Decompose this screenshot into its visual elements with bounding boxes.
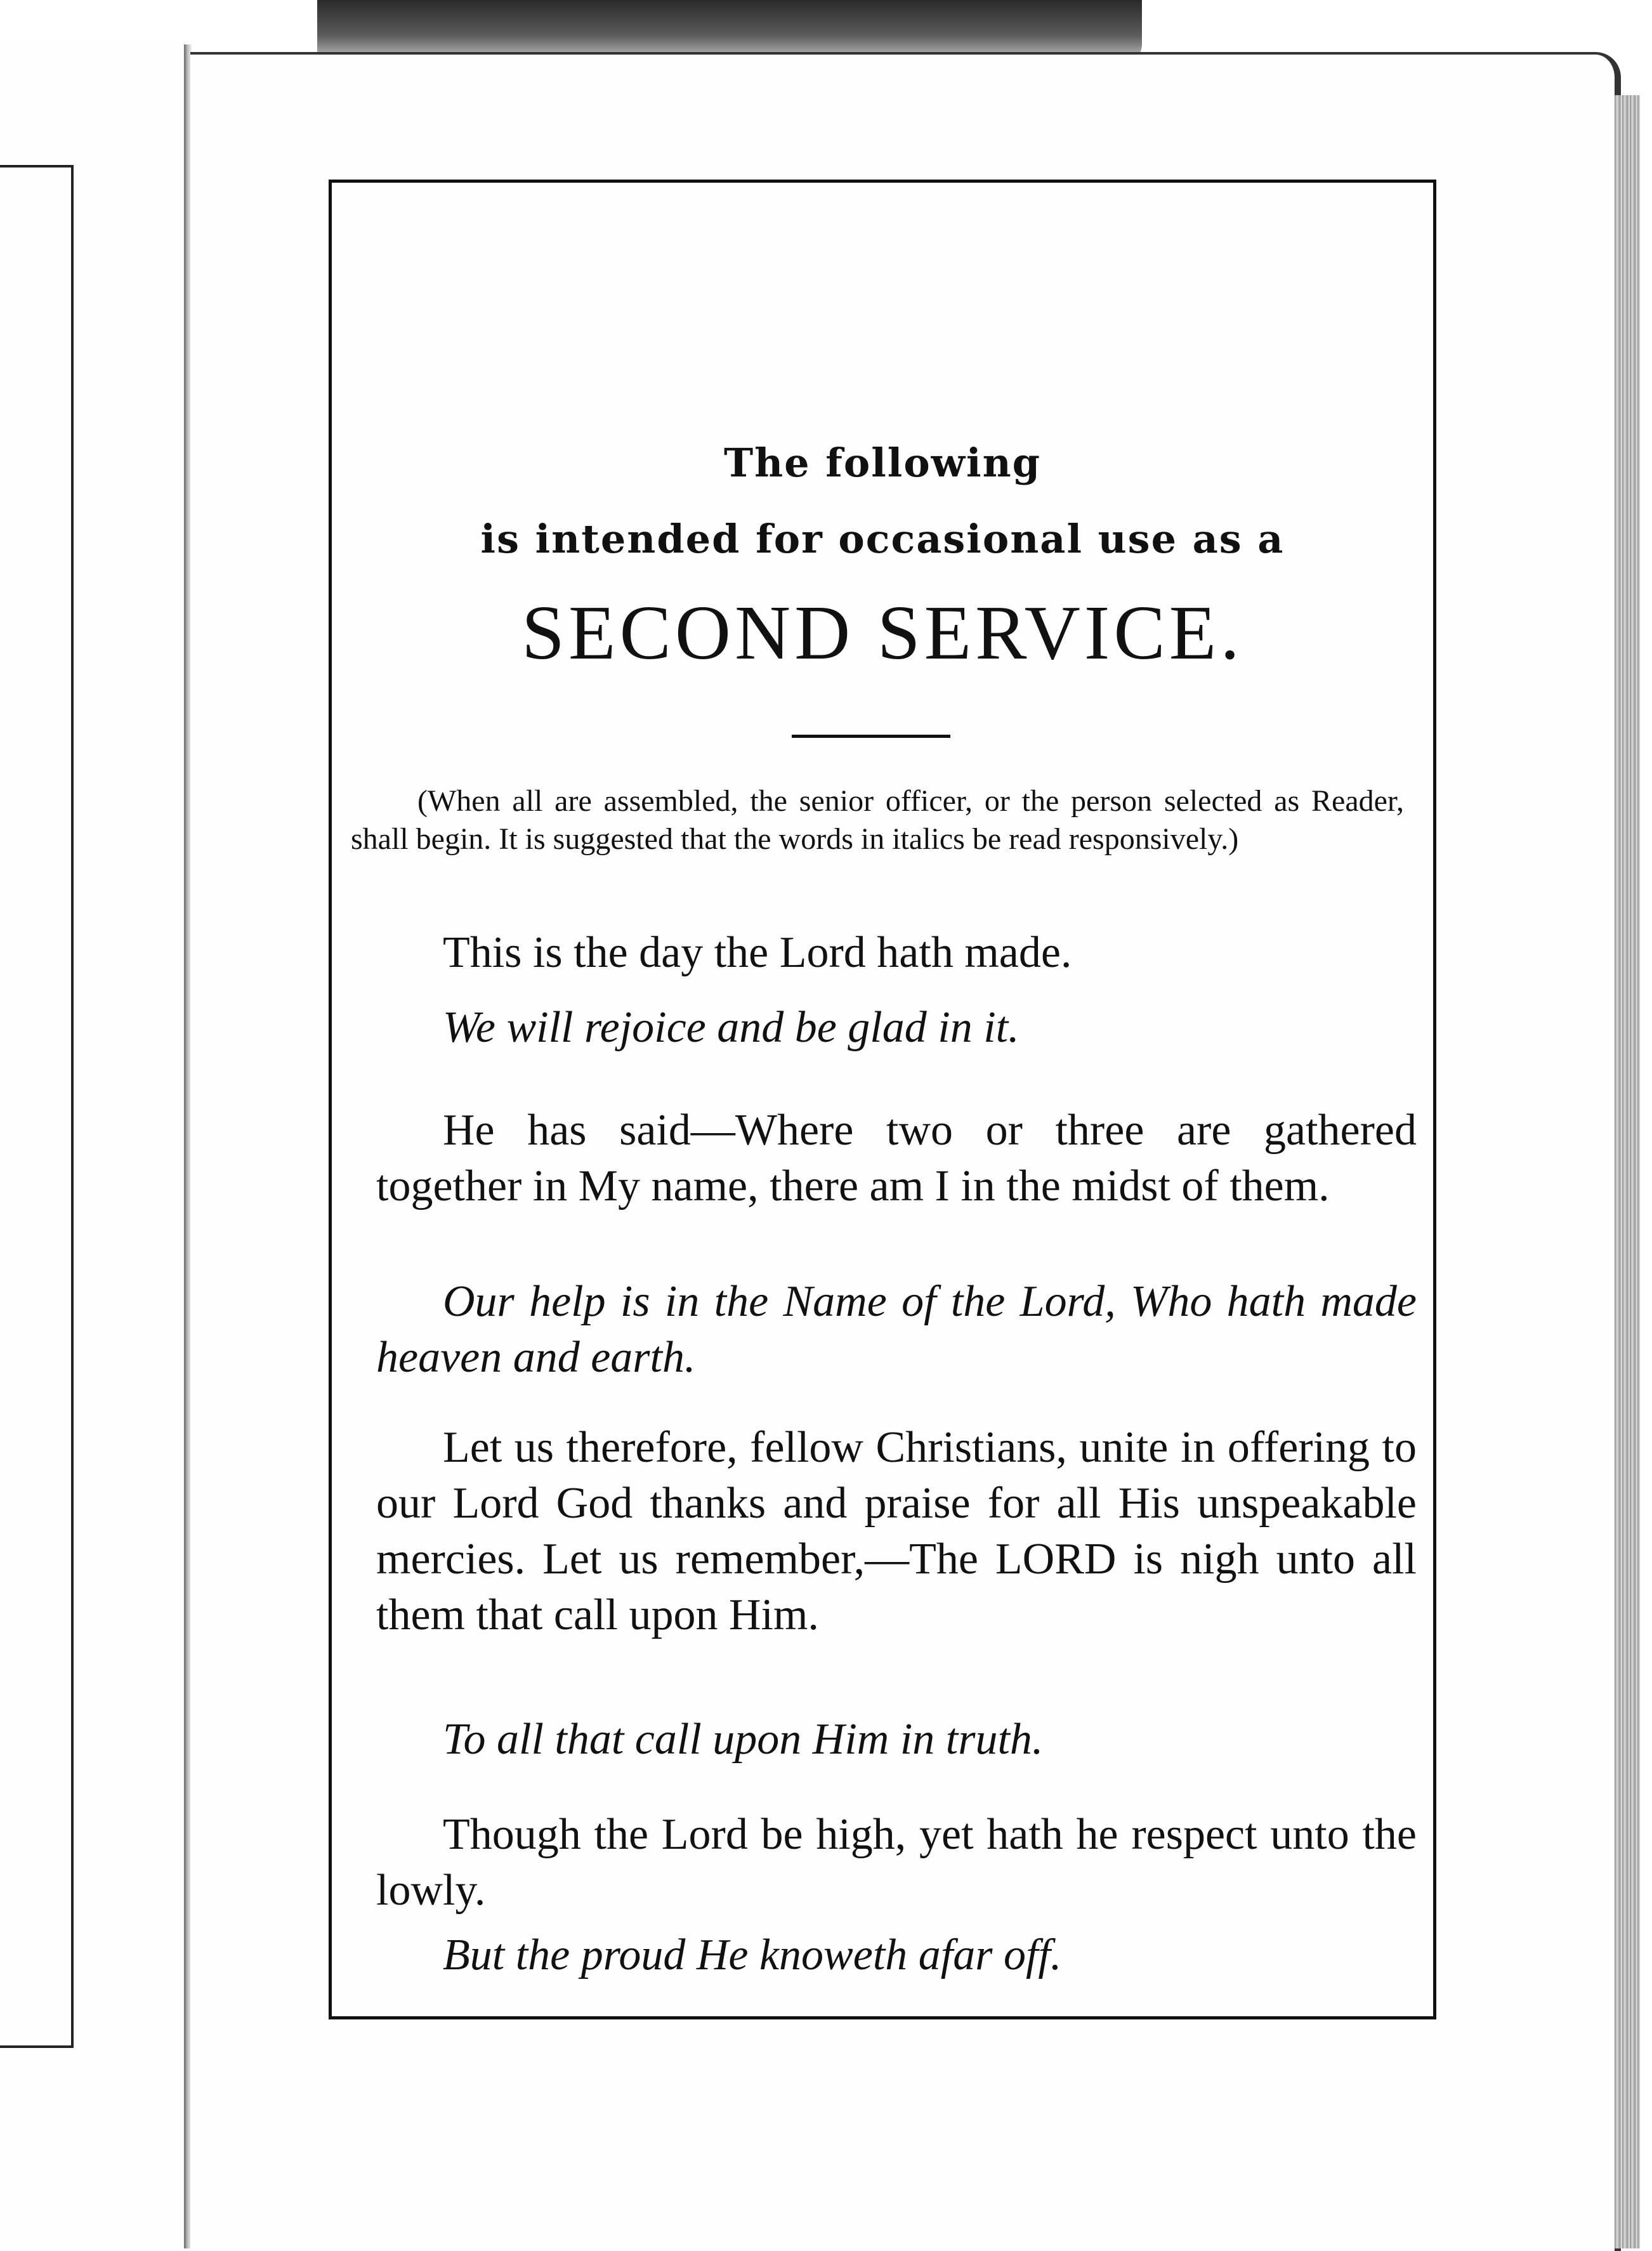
- title-rule: [792, 735, 950, 738]
- versicle-1: This is the day the Lord hath made.: [443, 928, 1072, 977]
- facing-page-frame: [0, 165, 74, 2048]
- text-frame: [329, 180, 1436, 2019]
- page-content: [332, 183, 1433, 2016]
- heading-line-1: The following: [723, 440, 1042, 486]
- facing-page: [0, 44, 187, 2248]
- response-4: But the proud He knoweth afar off.: [443, 1931, 1062, 1979]
- versicle-4: Though the Lord be high, yet hath he respect unto the lowly.: [376, 1810, 1417, 1915]
- response-1: We will rejoice and be glad in it.: [443, 1003, 1019, 1052]
- response-2: Our help is in the Name of the Lord, Who hath made heaven and earth.: [376, 1277, 1417, 1382]
- page-edges: [1615, 95, 1640, 2248]
- versicle-2: He has said—Where two or three are gathered together in My name, there am I in the midst of them.: [376, 1106, 1417, 1211]
- versicle-3: Let us therefore, fellow Christians, unite in offering to our Lord God thanks and praise for all His unspeakable mercies. Let us remember,—The LORD is nigh unto all them that call upon Him.: [376, 1423, 1417, 1639]
- rubric-instruction: (When all are assembled, the senior officer, or the person selected as Reader, shall begin. It is suggested that the words in italics be read responsively.): [351, 784, 1404, 856]
- page-title: SECOND SERVICE.: [521, 590, 1243, 676]
- heading-line-2: is intended for occasional use as a: [480, 516, 1285, 562]
- response-3: To all that call upon Him in truth.: [443, 1715, 1044, 1764]
